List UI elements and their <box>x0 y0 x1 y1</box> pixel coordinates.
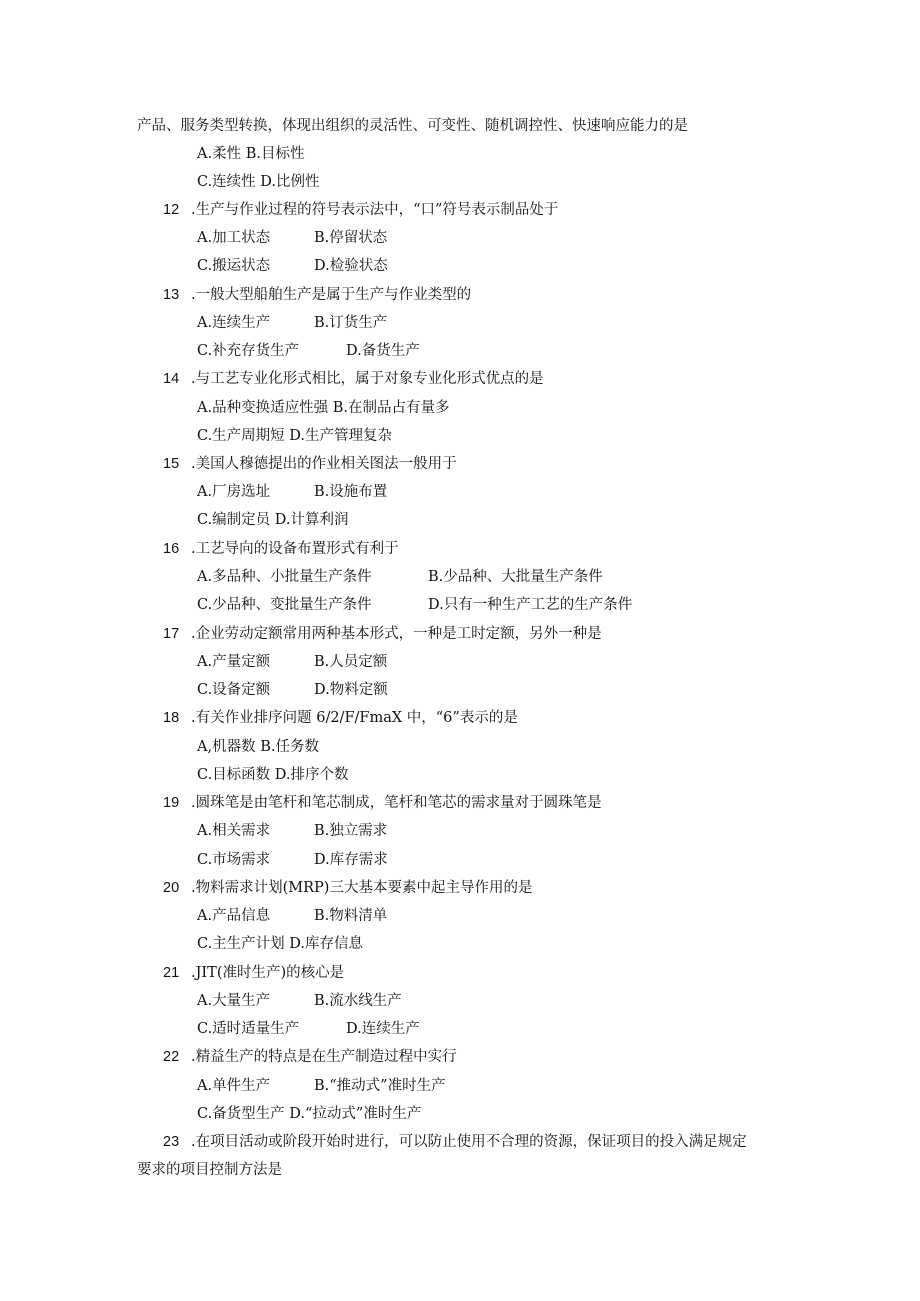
question-number: 18 <box>163 710 180 726</box>
options-row-cd: C.目标函数 D.排序个数 <box>197 767 349 783</box>
question-21 <box>163 963 344 983</box>
intro-options-ab: A.柔性 B.目标性 <box>197 146 305 162</box>
question-23 <box>163 1132 747 1152</box>
option-a: A.多品种、小批量生产条件 <box>197 569 372 585</box>
option-d: D.检验状态 <box>314 258 388 274</box>
question-16 <box>163 539 399 559</box>
question-text: .精益生产的特点是在生产制造过程中实行 <box>191 1049 457 1065</box>
options-row-ab: A.品种变换适应性强 B.在制品占有量多 <box>197 400 450 416</box>
question-text: .JIT(准时生产)的核心是 <box>191 965 345 981</box>
question-number: 21 <box>163 965 180 981</box>
question-text: .与工艺专业化形式相比，属于对象专业化形式优点的是 <box>191 371 544 387</box>
question-14 <box>163 369 544 389</box>
options-row-ab: A,机器数 B.任务数 <box>197 739 319 755</box>
question-number: 14 <box>163 371 180 387</box>
question-number: 22 <box>163 1049 180 1065</box>
option-d: D.物料定额 <box>314 682 388 698</box>
option-d: D.只有一种生产工艺的生产条件 <box>428 597 633 613</box>
question-number: 17 <box>163 626 180 642</box>
option-b: B.少品种、大批量生产条件 <box>428 569 603 585</box>
question-text: .美国人穆德提出的作业相关图法一般用于 <box>191 456 457 472</box>
option-b: B.独立需求 <box>314 823 388 839</box>
question-13 <box>163 285 471 305</box>
option-b: B.物料清单 <box>314 908 388 924</box>
option-c: C.适时适量生产 <box>197 1021 300 1037</box>
option-a: A.加工状态 <box>197 230 271 246</box>
option-c: C.少品种、变批量生产条件 <box>197 597 372 613</box>
question-number: 12 <box>163 202 180 218</box>
question-20 <box>163 878 532 898</box>
question-number: 16 <box>163 541 180 557</box>
option-a: A.单件生产 <box>197 1078 271 1094</box>
question-number: 13 <box>163 287 180 303</box>
question-12 <box>163 200 558 220</box>
option-a: A.厂房选址 <box>197 484 271 500</box>
question-text: .圆珠笔是由笔杆和笔芯制成，笔杆和笔芯的需求量对于圆珠笔是 <box>191 795 602 811</box>
options-row-cd: C.主生产计划 D.库存信息 <box>197 936 364 952</box>
question-text: .一般大型船舶生产是属于生产与作业类型的 <box>191 287 472 303</box>
question-23-continuation: 要求的项目控制方法是 <box>137 1162 282 1178</box>
option-b: B.人员定额 <box>314 654 388 670</box>
question-18 <box>163 708 518 728</box>
question-number: 20 <box>163 880 180 896</box>
question-15 <box>163 454 457 474</box>
question-17 <box>163 624 602 644</box>
option-a: A.产量定额 <box>197 654 271 670</box>
option-d: D.连续生产 <box>346 1021 420 1037</box>
option-a: A.连续生产 <box>197 315 271 331</box>
question-19 <box>163 793 602 813</box>
option-c: C.市场需求 <box>197 852 271 868</box>
option-b: B.流水线生产 <box>314 993 402 1009</box>
question-number: 23 <box>163 1134 180 1150</box>
option-a: A.相关需求 <box>197 823 271 839</box>
question-text: .物料需求计划(MRP)三大基本要素中起主导作用的是 <box>191 880 533 896</box>
question-22 <box>163 1047 457 1067</box>
intro-question-text: 产品、服务类型转换，体现出组织的灵活性、可变性、随机调控性、快速响应能力的是 <box>137 118 688 134</box>
question-text: .在项目活动或阶段开始时进行，可以防止使用不合理的资源，保证项目的投入满足规定 <box>191 1134 747 1150</box>
option-b: B.“推动式”准时生产 <box>314 1078 446 1094</box>
question-text: .工艺导向的设备布置形式有利于 <box>191 541 399 557</box>
option-b: B.设施布置 <box>314 484 388 500</box>
option-b: B.停留状态 <box>314 230 388 246</box>
option-c: C.补充存货生产 <box>197 343 300 359</box>
question-text: .生产与作业过程的符号表示法中，“口”符号表示制品处于 <box>191 202 559 218</box>
options-row-cd: C.生产周期短 D.生产管理复杂 <box>197 428 393 444</box>
options-row-cd: C.编制定员 D.计算利润 <box>197 512 349 528</box>
question-number: 15 <box>163 456 180 472</box>
option-b: B.订货生产 <box>314 315 388 331</box>
option-d: D.库存需求 <box>314 852 388 868</box>
question-number: 19 <box>163 795 180 811</box>
intro-options-cd: C.连续性 D.比例性 <box>197 174 320 190</box>
option-c: C.搬运状态 <box>197 258 271 274</box>
question-text: .有关作业排序问题 6/2/F/FmaX 中，“6”表示的是 <box>191 710 518 726</box>
question-text: .企业劳动定额常用两种基本形式，一种是工时定额，另外一种是 <box>191 626 602 642</box>
option-d: D.备货生产 <box>346 343 420 359</box>
options-row-cd: C.备货型生产 D.“拉动式”准时生产 <box>197 1106 422 1122</box>
option-c: C.设备定额 <box>197 682 271 698</box>
option-a: A.大量生产 <box>197 993 271 1009</box>
option-a: A.产品信息 <box>197 908 271 924</box>
